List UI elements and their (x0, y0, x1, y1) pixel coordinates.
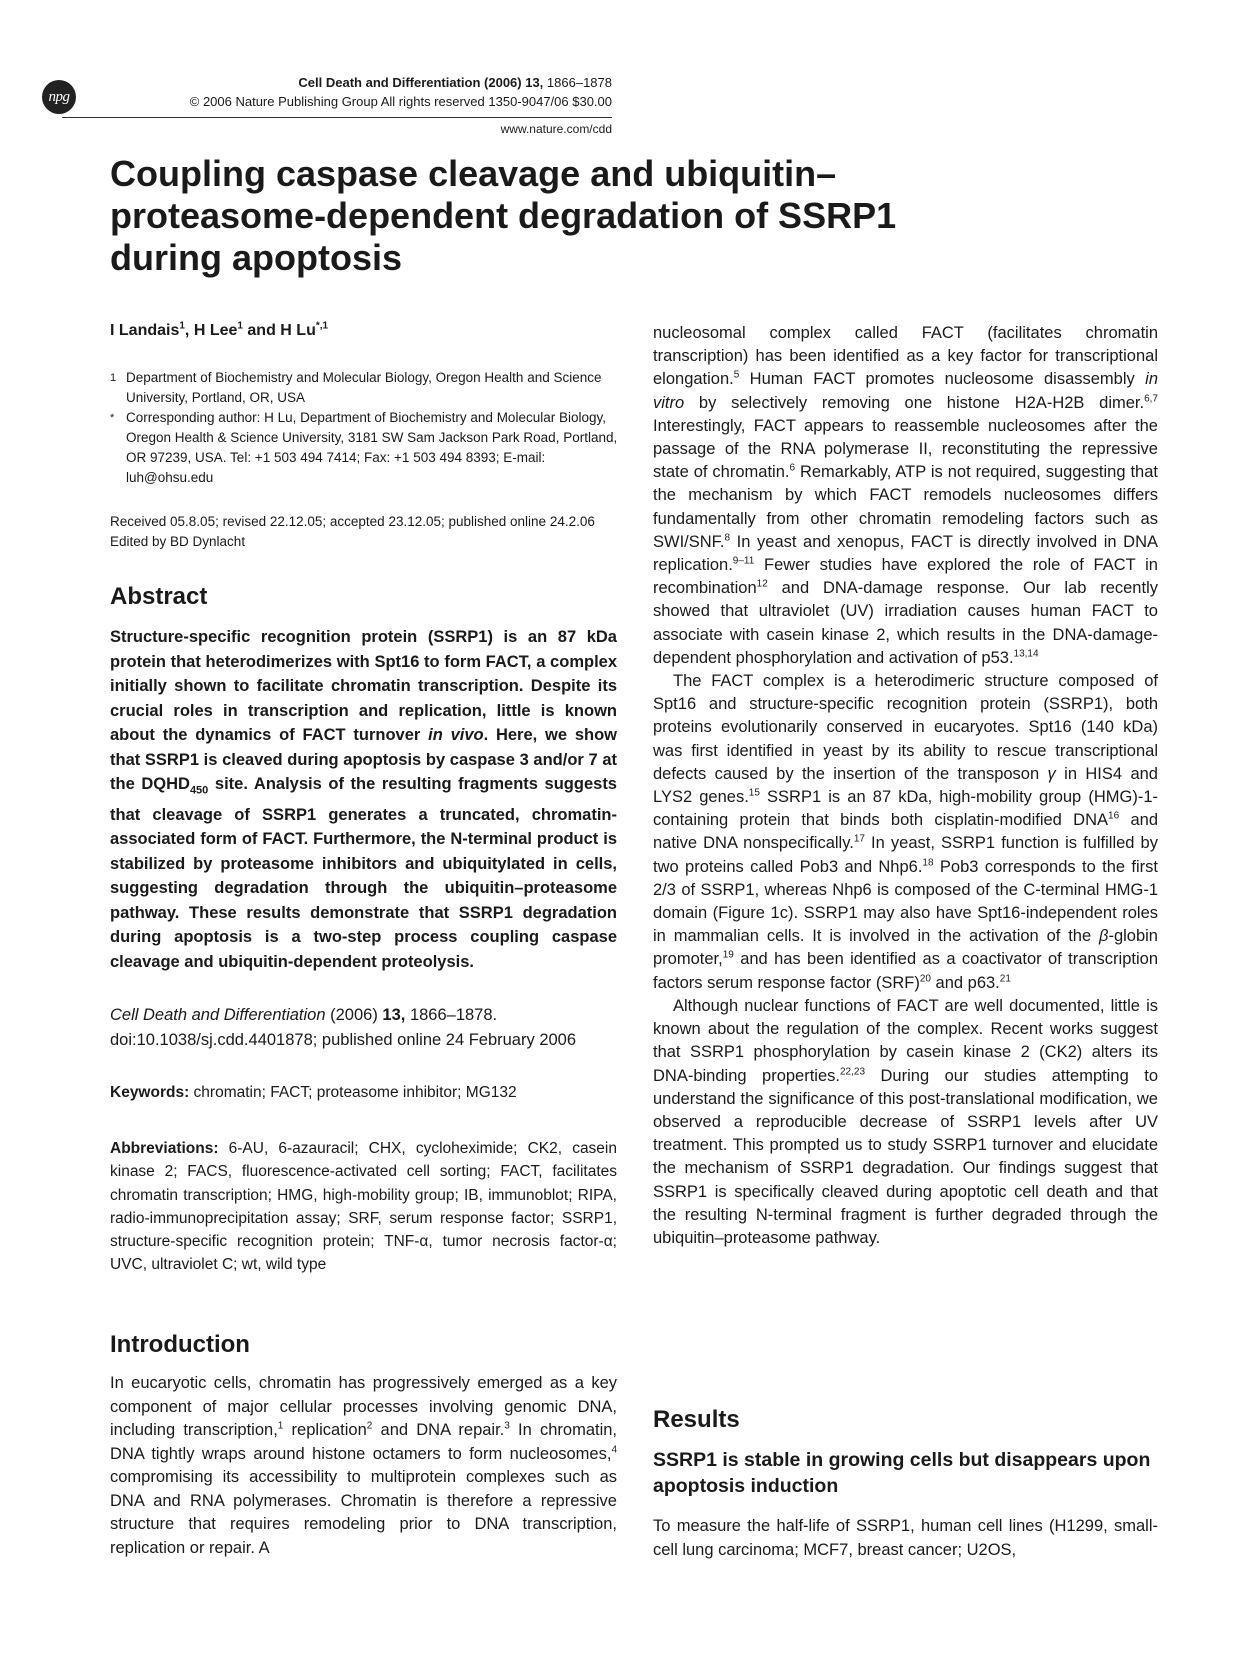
abstract-part: Structure-specific recognition protein (SSRP1) is an 87 kDa protein that heterodimerizes with Spt16 to form FACT, a complex initially shown to facilitate chromatin transcription. Despite its crucial roles in transcription and replication, little is known about the dynamics of FACT turnover (110, 628, 617, 744)
affiliation-text: Department of Biochemistry and Molecular Biology, Oregon Health and Science University, Portland, OR, USA (126, 370, 602, 405)
body-part: The FACT complex is a heterodimeric structure composed of Spt16 and structure-specific recognition protein (SSRP1), both proteins evolutionarily conserved in eucaryotes. Spt16 (140 kDa) was first identified in yeast by its ability to rescue transcriptional defects caused by the insertion of the transposon (653, 672, 1158, 783)
citation-pages: 1866–1878. (405, 1006, 498, 1024)
ref-sup[interactable]: 16 (1108, 810, 1120, 822)
corresponding-mark: * (110, 412, 115, 424)
intro-part: In eucaryotic cells, chromatin has progressively emerged as a key component of major cellular processes involving genomic DNA, including transcription, (110, 1374, 617, 1439)
abbreviations (110, 1137, 617, 1277)
author-list (110, 322, 328, 340)
body-italic: in vitro (653, 370, 1158, 412)
introduction-text (110, 1372, 617, 1560)
body-part: SSRP1 is an 87 kDa, high-mobility group (HMG)-1-containing protein that binds both cisplatin-modified DNA (653, 788, 1158, 830)
abstract-part: site. Analysis of the resulting fragments suggests that cleavage of SSRP1 generates a truncated, chromatin-associated form of FACT. Furthermore, the N-terminal product is stabilized by proteasome inhibitors and ubiquitylated in cells, suggesting degradation through the ubiquitin–proteasome pathway. These results demonstrate that SSRP1 degradation during apoptosis is a two-step process coupling caspase cleavage and ubiquitin-dependent proteolysis. (110, 775, 617, 971)
body-part: Interestingly, FACT appears to reassemble nucleosomes after the passage of the RNA polymerase II, reconstituting the repressive state of chromatin. (653, 416, 1158, 482)
body-part: and p63. (930, 973, 1000, 992)
abbreviations-label: Abbreviations: (110, 1140, 219, 1157)
corresponding-author (110, 408, 620, 488)
abstract-italic: in vivo (428, 726, 484, 744)
journal-citation (298, 75, 612, 90)
article-dates (110, 512, 620, 552)
header-rule (62, 117, 612, 118)
body-part: in HIS4 and LYS2 genes. (653, 764, 1158, 807)
received-dates: Received 05.8.05; revised 22.12.05; accepted 23.12.05; published online 24.2.06 (110, 514, 595, 529)
intro-part: and DNA repair. (372, 1421, 505, 1439)
ref-sup[interactable]: 15 (748, 787, 760, 799)
body-part: by selectively removing one histone H2A-H2B dimer. (684, 393, 1145, 412)
journal-pages: 1866–1878 (543, 75, 612, 90)
fact-paragraph-1 (653, 322, 1158, 670)
abstract-subscript: 450 (189, 784, 209, 797)
ref-sup[interactable]: 6 (789, 462, 796, 474)
body-italic: β (1099, 927, 1109, 946)
ref-sup[interactable]: 18 (922, 857, 934, 869)
ref-sup[interactable]: 4 (611, 1444, 617, 1455)
affiliation-mark: 1 (110, 372, 117, 384)
ref-sup[interactable]: 1 (277, 1420, 284, 1432)
right-column-text (653, 322, 1158, 1250)
ref-sup[interactable]: 19 (722, 949, 734, 961)
author-lee: , H Lee (184, 322, 238, 339)
ref-sup[interactable]: 8 (724, 532, 731, 544)
body-italic: γ (1047, 764, 1056, 783)
body-part: In yeast, SSRP1 function is fulfilled by two proteins called Pob3 and Nhp6. (653, 834, 1158, 876)
ref-sup[interactable]: 3 (504, 1420, 510, 1432)
intro-part: In chromatin, DNA tightly wraps around histone octamers to form nucleosomes, (110, 1421, 618, 1463)
ref-sup[interactable]: 21 (999, 973, 1011, 985)
ref-sup[interactable]: 22,23 (840, 1066, 866, 1077)
citation-journal: Cell Death and Differentiation (110, 1006, 326, 1024)
ref-sup[interactable]: 5 (733, 369, 740, 381)
author-landais: I Landais (110, 322, 180, 339)
body-part: During our studies attempting to understand the significance of this post-translational modification, we observed a reproducible decrease of SSRP1 levels after UV treatment. This prompted us to study SSRP1 turnover and elucidate the mechanism of SSRP1 degradation. Our findings suggest that SSRP1 is specifically cleaved during apoptotic cell death and that the resulting N-terminal fragment is further degraded through the ubiquitin–proteasome pathway. (653, 1066, 1158, 1247)
citation-doi[interactable]: doi:10.1038/sj.cdd.4401878; published online 24 February 2006 (110, 1030, 577, 1049)
keywords-text: chromatin; FACT; proteasome inhibitor; MG132 (189, 1084, 517, 1101)
keywords (110, 1081, 617, 1104)
ref-sup[interactable]: 20 (919, 973, 931, 985)
body-part: and native DNA nonspecifically. (653, 811, 1158, 853)
body-part: Human FACT promotes nucleosome disassembly (739, 370, 1146, 389)
article-title: Coupling caspase cleavage and ubiquitin–proteasome-dependent degradation of SSRP1 during apoptosis (110, 153, 897, 278)
body-part: Remarkably, ATP is not required, suggesting that the mechanism by which FACT remodels nucleosomes differs fundamentally from other chromatin remodeling factors such as SWI/SNF. (653, 463, 1158, 551)
intro-part: compromising its accessibility to multiprotein complexes such as DNA and RNA polymerases. Chromatin is therefore a repressive structure that requires remodeling prior to DNA transcription, replication or repair. A (110, 1468, 617, 1557)
citation-volume: 13, (382, 1006, 406, 1024)
body-part: and DNA-damage response. Our lab recently showed that ultraviolet (UV) irradiation causes human FACT to associate with casein kinase 2, which results in the DNA-damage-dependent phosphorylation and activation of p53. (653, 579, 1158, 667)
ref-sup[interactable]: 12 (756, 578, 768, 590)
keywords-label: Keywords: (110, 1084, 190, 1101)
body-part: -globin promoter, (653, 927, 1158, 969)
fact-paragraph-2 (653, 670, 1158, 995)
edited-by: Edited by BD Dynlacht (110, 534, 246, 549)
fact-paragraph-3 (653, 995, 1158, 1250)
copyright-line: © 2006 Nature Publishing Group All rights reserved 1350-9047/06 $30.00 (189, 94, 612, 109)
body-part: In yeast and xenopus, FACT is directly involved in DNA replication. (653, 532, 1158, 575)
body-part: Pob3 corresponds to the first 2/3 of SSRP1, whereas Nhp6 is composed of the C-terminal HMG-1 domain (Figure 1c). SSRP1 may also have Spt16-independent roles in mammalian cells. It is involved in the activation of the (653, 857, 1158, 946)
journal-website-link[interactable]: www.nature.com/cdd (500, 122, 612, 136)
body-part: Although nuclear functions of FACT are well documented, little is known about the regulation of the complex. Recent works suggest that SSRP1 phosphorylation by casein kinase 2 (CK2) alters its DNA-binding properties. (653, 996, 1158, 1085)
author-sup: 1 (179, 320, 185, 332)
abstract-text (110, 625, 617, 974)
corresponding-text: Corresponding author: H Lu, Department of Biochemistry and Molecular Biology, Oregon Health & Science University, 3181 SW Sam Jackson Park Road, Portland, OR 97239, USA. Tel: +1 503 494 7414; Fax: +1 503 494 8393; E-mail: luh@ohsu.edu (126, 410, 618, 485)
journal-name: Cell Death and Differentiation (2006) 13, (298, 75, 544, 90)
results-heading: Results (653, 1406, 740, 1433)
body-part: and has been identified as a coactivator of transcription factors serum response factor (SRF) (653, 950, 1158, 992)
abstract-heading: Abstract (110, 583, 208, 610)
results-text: To measure the half-life of SSRP1, human cell lines (H1299, small-cell lung carcinoma; MCF7, breast cancer; U2OS, (653, 1517, 1158, 1559)
ref-sup[interactable]: 17 (853, 833, 865, 845)
results-subheading: SSRP1 is stable in growing cells but disappears upon apoptosis induction (653, 1449, 1151, 1497)
ref-sup[interactable]: 2 (366, 1420, 373, 1432)
abbreviations-text: 6-AU, 6-azauracil; CHX, cycloheximide; CK2, casein kinase 2; FACS, fluorescence-activated cell sorting; FACT, facilitates chromatin transcription; HMG, high-mobility group; IB, immunoblot; RIPA, radio-immunoprecipitation assay; SRF, serum response factor; SSRP1, structure-specific recognition protein; TNF-α, tumor necrosis factor-α; UVC, ultraviolet C; wt, wild type (110, 1140, 617, 1274)
abstract-part: . Here, we show that SSRP1 is cleaved during apoptosis by caspase 3 and/or 7 at the DQHD (110, 726, 618, 793)
ref-sup[interactable]: 9–11 (732, 555, 755, 567)
author-sup: *,1 (315, 320, 329, 332)
intro-part: replication (283, 1421, 367, 1439)
introduction-heading: Introduction (110, 1331, 250, 1358)
author-lu: and H Lu (242, 322, 316, 339)
ref-sup[interactable]: 13,14 (1013, 648, 1039, 660)
article-citation (110, 1003, 617, 1052)
npg-logo: npg (42, 80, 76, 114)
body-part: nucleosomal complex called FACT (facilitates chromatin transcription) has been identified as a key factor for transcriptional elongation. (653, 324, 1158, 389)
body-part: Fewer studies have explored the role of FACT in recombination (653, 556, 1158, 598)
citation-year: (2006) (325, 1006, 383, 1024)
affiliation (110, 368, 620, 408)
author-sup: 1 (237, 320, 243, 332)
ref-sup[interactable]: 6,7 (1144, 393, 1158, 405)
